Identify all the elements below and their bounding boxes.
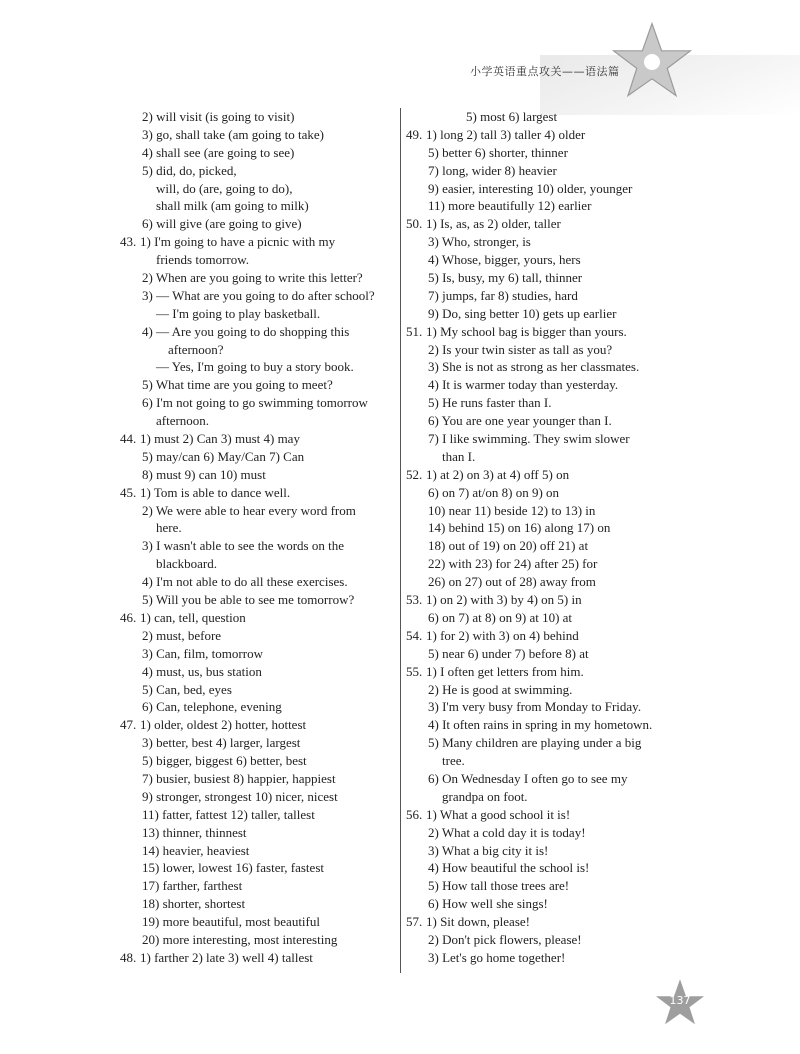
answer-text: 2) will visit (is going to visit) [142,109,295,124]
answer-line [120,645,396,663]
answer-line [406,698,706,716]
answer-line [120,859,396,877]
answer-line [406,466,706,484]
answer-line [120,895,396,913]
answer-line [120,430,396,448]
answer-line [120,251,396,269]
answer-line [406,323,706,341]
answer-text: 1) at 2) on 3) at 4) off 5) on [426,466,570,482]
answer-line [120,806,396,824]
question-number: 45. [120,484,137,500]
answer-line [406,859,706,877]
answer-text: 7) jumps, far 8) studies, hard [428,287,578,303]
answer-text: 5) Many children are playing under a big [428,735,642,751]
answer-line [120,716,396,734]
question-number: 43. [120,234,137,250]
answer-line [120,824,396,842]
answer-text: here. [156,520,182,536]
answer-text: 4) shall see (are going to see) [142,144,295,160]
answer-text: 1) for 2) with 3) on 4) behind [426,627,579,643]
answer-text: 2) We were able to hear every word from [142,502,356,518]
answer-line [406,180,706,198]
answer-line [406,752,706,770]
answer-line [120,341,396,359]
answer-line [406,215,706,233]
answer-line [120,376,396,394]
answer-line [406,287,706,305]
answer-line [120,394,396,412]
answer-text: 4) — Are you going to do shopping this [142,323,350,339]
answer-line [120,215,396,233]
answer-text: 1) older, oldest 2) hotter, hottest [140,717,307,733]
answer-text: 2) Don't pick flowers, please! [428,931,582,947]
answer-line [406,251,706,269]
answer-text: grandpa on foot. [442,788,528,804]
answer-text: 3) I wasn't able to see the words on the [142,538,344,554]
answer-line [120,877,396,895]
answer-text: 6) You are one year younger than I. [428,413,612,429]
answer-text: 1) I'm going to have a picnic with my [140,234,336,250]
answer-line [406,108,706,126]
answer-line [406,931,706,949]
answer-text: 26) on 27) out of 28) away from [428,574,596,590]
answer-line [120,162,396,180]
answer-line [120,502,396,520]
answer-text: afternoon? [168,341,224,357]
answer-line [120,842,396,860]
answer-text: 5) Can, bed, eyes [142,681,232,697]
answer-line [120,519,396,537]
answer-text: 5) How tall those trees are! [428,878,570,894]
answer-line [120,287,396,305]
answer-line [120,466,396,484]
column-divider [400,108,401,973]
answer-line [120,555,396,573]
answer-text: blackboard. [156,556,218,572]
answer-line [406,376,706,394]
left-answer-column [120,108,396,967]
answer-text: 14) heavier, heaviest [142,842,250,858]
question-number: 51. [406,323,423,339]
answer-line [406,269,706,287]
header-title: 小学英语重点攻关——语法篇 [470,65,620,78]
answer-text: 13) thinner, thinnest [142,824,247,840]
answer-line [406,716,706,734]
answer-line [120,931,396,949]
answer-text: 6) How well she sings! [428,896,548,912]
answer-text: 11) fatter, fattest 12) taller, tallest [142,806,315,822]
answer-text: 3) She is not as strong as her classmates. [428,359,640,375]
answer-line [406,645,706,663]
answer-line [406,591,706,609]
answer-line [406,519,706,537]
answer-text: 4) must, us, bus station [142,663,262,679]
answer-line [120,269,396,287]
answer-line [120,913,396,931]
answer-text: 14) behind 15) on 16) along 17) on [428,520,611,536]
answer-line [406,537,706,555]
answer-text: 2) He is good at swimming. [428,681,573,697]
answer-line [406,681,706,699]
answer-text: 1) Is, as, as 2) older, taller [426,216,561,232]
answer-text: 1) I often get letters from him. [426,663,584,679]
answer-line [120,144,396,162]
answer-line [406,949,706,967]
answer-text: 2) Is your twin sister as tall as you? [428,341,613,357]
answer-text: 3) go, shall take (am going to take) [142,126,324,142]
answer-line [406,788,706,806]
answer-text: 1) long 2) tall 3) taller 4) older [426,126,586,142]
answer-text: 6) on 7) at/on 8) on 9) on [428,484,560,500]
answer-line [120,752,396,770]
question-number: 49. [406,126,423,142]
answer-line [406,842,706,860]
answer-text: 5) bigger, biggest 6) better, best [142,753,307,769]
answer-text: friends tomorrow. [156,252,250,268]
answer-text: 3) better, best 4) larger, largest [142,735,301,751]
answer-text: 18) shorter, shortest [142,896,246,912]
answer-line [120,305,396,323]
answer-text: 5) He runs faster than I. [428,395,552,411]
answer-text: 10) near 11) beside 12) to 13) in [428,502,596,518]
answer-text: 5) near 6) under 7) before 8) at [428,645,589,661]
answer-text: 1) farther 2) late 3) well 4) tallest [140,949,313,965]
answer-line [406,913,706,931]
answer-line [406,412,706,430]
answer-line [120,108,396,126]
answer-text: 5) did, do, picked, [142,162,237,178]
answer-text: 17) farther, farthest [142,878,243,894]
answer-text: 18) out of 19) on 20) off 21) at [428,538,589,554]
answer-line [120,770,396,788]
answer-line [406,394,706,412]
answer-line [406,305,706,323]
answer-text: 9) Do, sing better 10) gets up earlier [428,305,617,321]
answer-text: 2) When are you going to write this letter? [142,270,363,286]
answer-text: 6) On Wednesday I often go to see my [428,770,628,786]
answer-text: 5) may/can 6) May/Can 7) Can [142,448,305,464]
answer-line [406,627,706,645]
answer-text: 1) My school bag is bigger than yours. [426,323,627,339]
question-number: 56. [406,806,423,822]
answer-text: 5) Will you be able to see me tomorrow? [142,592,355,608]
answer-text: 1) on 2) with 3) by 4) on 5) in [426,592,582,608]
answer-line [120,663,396,681]
answer-text: 1) What a good school it is! [426,806,571,822]
answer-line [120,681,396,699]
answer-line [406,877,706,895]
answer-text: 11) more beautifully 12) earlier [428,198,592,214]
answer-line [406,448,706,466]
answer-text: 5) Is, busy, my 6) tall, thinner [428,270,583,286]
answer-text: 4) It is warmer today than yesterday. [428,377,619,393]
answer-line [120,734,396,752]
answer-text: 20) more interesting, most interesting [142,931,338,947]
answer-line [120,591,396,609]
answer-line [120,233,396,251]
answer-text: tree. [442,753,465,769]
answer-text: 2) What a cold day it is today! [428,824,586,840]
answer-text: 3) — What are you going to do after school? [142,287,375,303]
answer-line [120,412,396,430]
question-number: 46. [120,609,137,625]
answer-text: — I'm going to play basketball. [156,305,321,321]
answer-line [406,144,706,162]
answer-line [120,627,396,645]
question-number: 47. [120,717,137,733]
answer-text: 6) on 7) at 8) on 9) at 10) at [428,609,573,625]
page-number: 137 [669,994,691,1007]
answer-text: than I. [442,448,476,464]
answer-line [120,537,396,555]
answer-line [406,824,706,842]
answer-text: 6) Can, telephone, evening [142,699,282,715]
right-answer-column [406,108,706,967]
answer-line [406,126,706,144]
question-number: 48. [120,949,137,965]
answer-line [406,502,706,520]
answer-line [406,233,706,251]
answer-text: 7) long, wider 8) heavier [428,162,557,178]
answer-line [120,358,396,376]
question-number: 57. [406,914,423,930]
answer-text: 3) I'm very busy from Monday to Friday. [428,699,642,715]
answer-text: 9) easier, interesting 10) older, younger [428,180,633,196]
answer-text: 3) Who, stronger, is [428,234,531,250]
answer-text: — Yes, I'm going to buy a story book. [156,359,354,375]
answer-text: 4) It often rains in spring in my hometown. [428,717,653,733]
answer-text: 1) must 2) Can 3) must 4) may [140,431,300,447]
answer-text: 15) lower, lowest 16) faster, fastest [142,860,324,876]
answer-line [120,180,396,198]
answer-text: 1) can, tell, question [140,609,246,625]
answer-line [406,555,706,573]
question-number: 52. [406,466,423,482]
answer-line [406,663,706,681]
star-logo-icon [612,22,692,98]
answer-line [406,358,706,376]
answer-line [406,609,706,627]
answer-line [120,484,396,502]
answer-line [406,573,706,591]
answer-text: 22) with 23) for 24) after 25) for [428,556,598,572]
answer-text: 3) Can, film, tomorrow [142,645,263,661]
answer-text: 7) busier, busiest 8) happier, happiest [142,770,336,786]
answer-text: 5) most 6) largest [466,109,558,124]
answer-line [406,162,706,180]
question-number: 54. [406,627,423,643]
answer-line [406,770,706,788]
answer-text: will, do (are, going to do), [156,180,293,196]
answer-text: 2) must, before [142,627,222,643]
answer-text: 19) more beautiful, most beautiful [142,914,320,930]
answer-line [406,484,706,502]
answer-line [120,573,396,591]
answer-text: shall milk (am going to milk) [156,198,309,214]
question-number: 55. [406,663,423,679]
answer-text: afternoon. [156,413,210,429]
answer-text: 6) will give (are going to give) [142,216,302,232]
answer-line [120,197,396,215]
answer-line [406,430,706,448]
answer-text: 4) How beautiful the school is! [428,860,590,876]
answer-text: 8) must 9) can 10) must [142,466,266,482]
question-number: 53. [406,592,423,608]
answer-text: 7) I like swimming. They swim slower [428,431,630,447]
answer-text: 3) Let's go home together! [428,949,566,965]
answer-line [120,126,396,144]
question-number: 50. [406,216,423,232]
question-number: 44. [120,431,137,447]
answer-text: 3) What a big city it is! [428,842,549,858]
answer-line [406,734,706,752]
answer-text: 1) Sit down, please! [426,914,530,930]
answer-line [120,788,396,806]
answer-text: 4) Whose, bigger, yours, hers [428,252,581,268]
answer-text: 6) I'm not going to go swimming tomorrow [142,395,368,411]
answer-line [120,609,396,627]
answer-line [120,698,396,716]
answer-line [120,448,396,466]
answer-line [120,949,396,967]
answer-line [406,341,706,359]
answer-line [406,197,706,215]
answer-text: 9) stronger, strongest 10) nicer, nicest [142,788,338,804]
answer-text: 4) I'm not able to do all these exercises. [142,574,348,590]
answer-line [406,806,706,824]
answer-line [406,895,706,913]
answer-text: 5) What time are you going to meet? [142,377,333,393]
answer-text: 5) better 6) shorter, thinner [428,144,568,160]
answer-line [120,323,396,341]
answer-text: 1) Tom is able to dance well. [140,484,291,500]
